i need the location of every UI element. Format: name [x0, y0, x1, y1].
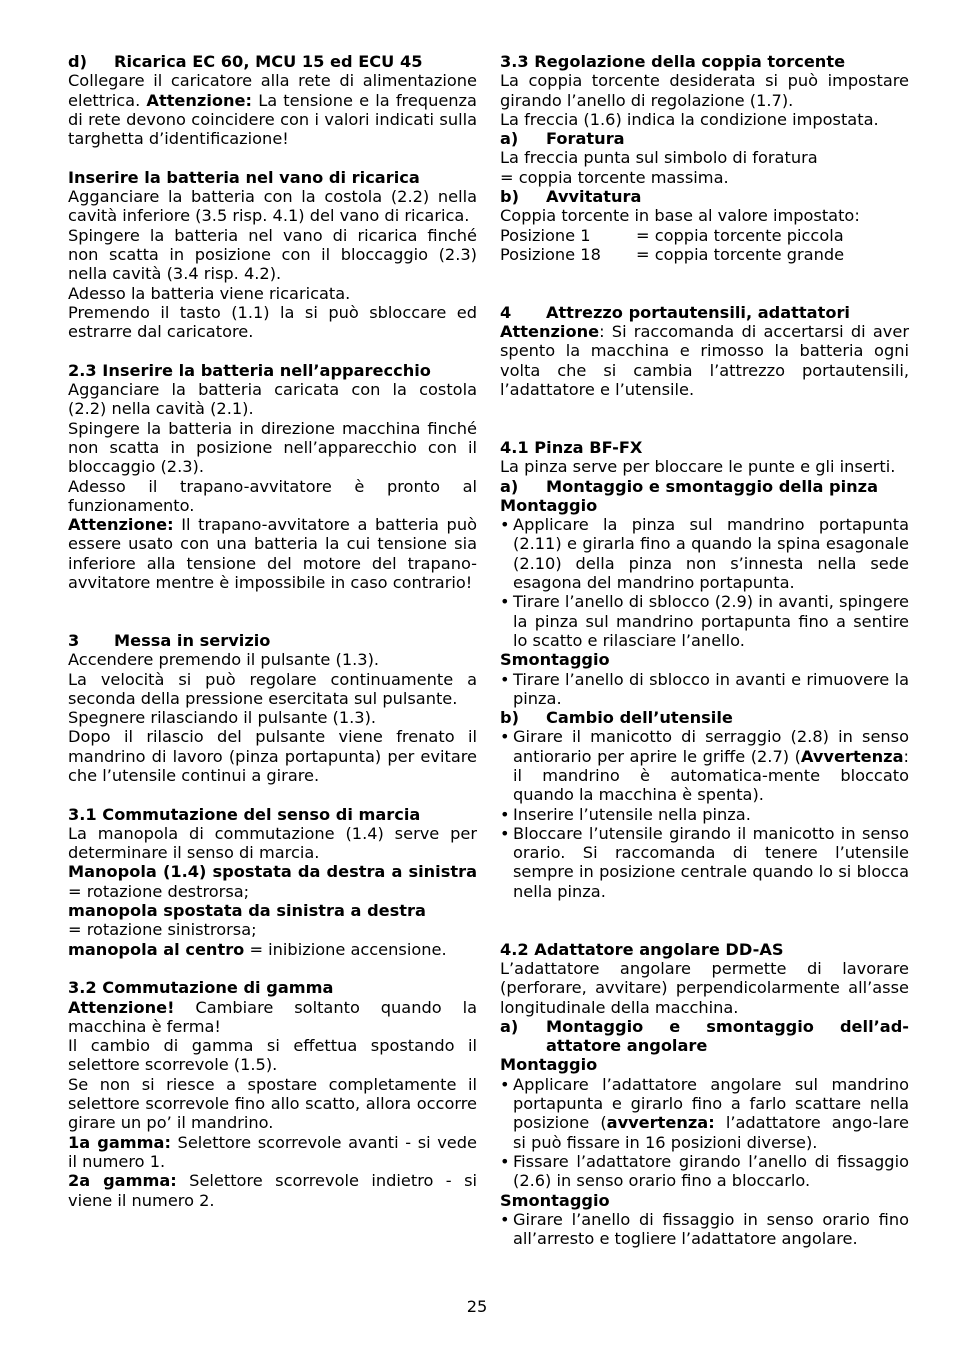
paragraph: Dopo il rilascio del pulsante viene frenato il mandrino di lavoro (pinza portapunta) per evitare che l’utensile continui a girare.	[68, 727, 477, 785]
paragraph: La freccia punta sul simbolo di foratura	[500, 148, 818, 168]
paragraph: L’adattatore angolare permette di lavorare (perforare, avvitare) perpendicolarmente all’asse longitudinale della macchina.	[500, 958, 909, 1017]
paragraph: Adesso la batteria viene ricaricata.	[68, 283, 351, 303]
paragraph: La manopola di commutazione (1.4) serve per determinare il senso di marcia.	[68, 823, 477, 863]
page-number: 25	[466, 1297, 488, 1316]
list-item: • Inserire l’utensile nella pinza.	[500, 804, 751, 824]
subheading-drilling: a) Foratura	[500, 129, 625, 149]
direction-center: manopola al centro = inibizione accensione.	[68, 939, 447, 959]
section-4-1-heading: 4.1 Pinza BF-FX	[500, 437, 643, 457]
mounting-label: Montaggio	[500, 1055, 598, 1075]
section-4-2-heading: 4.2 Adattatore angolare DD-AS	[500, 939, 784, 959]
paragraph: La velocità si può regolare continuamente a seconda della pressione esercitata sul pulsante.	[68, 669, 477, 708]
warning-paragraph: Attenzione: Si raccomanda di accertarsi di aver spento la macchina e rimosso la batteria ogni volta che si cambia l’attrezzo portautensili, l’adattatore e l’utensile.	[500, 322, 909, 400]
left-column	[68, 52, 477, 1210]
torque-position-1: Posizione 1 = coppia torcente piccola	[500, 225, 844, 245]
paragraph: La coppia torcente desiderata si può impostare girando l’anello di regolazione (1.7).	[500, 71, 909, 110]
section-3-1-heading: 3.1 Commutazione del senso di marcia	[68, 804, 421, 824]
paragraph: = coppia torcente massima.	[500, 167, 729, 187]
list-item: • Applicare la pinza sul mandrino portapunta (2.11) e girarla fino a quando la spina esagonale (2.10) della pinza non s’innesta nella sede esagona del mandrino portapunta.	[500, 515, 909, 593]
dismounting-label: Smontaggio	[500, 650, 610, 670]
paragraph: Spingere la batteria in direzione macchina finché non scatta in posizione nell’apparecchio con il bloccaggio (2.3).	[68, 418, 477, 477]
gear-2-paragraph: 2a gamma: Selettore scorrevole indietro - si viene il numero 2.	[68, 1171, 477, 1210]
paragraph: Spingere la batteria nel vano di ricarica finché non scatta in posizione con il bloccaggio (2.3) nella cavità (3.4 risp. 4.2).	[68, 225, 477, 284]
paragraph: Accendere premendo il pulsante (1.3).	[68, 650, 380, 670]
warning-paragraph: Attenzione! Cambiare soltanto quando la macchina è ferma!	[68, 997, 477, 1036]
section-4-heading: 4 Attrezzo portautensili, adattatori	[500, 302, 850, 322]
torque-position-18: Posizione 18 = coppia torcente grande	[500, 244, 845, 264]
subheading-adapter-mounting: a) Montaggio e smontaggio dell’ad-attatore angolare	[500, 1016, 909, 1056]
paragraph: Premendo il tasto (1.1) la si può sbloccare ed estrarre dal caricatore.	[68, 302, 477, 342]
direction-right: Manopola (1.4) spostata da destra a sinistra = rotazione destrorsa;	[68, 862, 477, 901]
list-item: • Bloccare l’utensile girando il manicotto in senso orario. Si raccomanda di tenere l’utensile sempre in posizione centrale quando lo si blocca nella pinza.	[500, 823, 909, 901]
paragraph: Agganciare la batteria con la costola (2.2) nella cavità inferiore (3.5 risp. 4.1) del vano di ricarica.	[68, 187, 477, 226]
section-3-2-heading: 3.2 Commutazione di gamma	[68, 978, 334, 998]
paragraph: La pinza serve per bloccare le punte e gli inserti.	[500, 457, 896, 477]
list-item: • Tirare l’anello di sblocco (2.9) in avanti, spingere la pinza sul mandrino portapunta fino a sentire lo scatto e rilasciare l’anello.	[500, 592, 909, 650]
paragraph: Se non si riesce a spostare completamente il selettore scorrevole fino allo scatto, allora occorre girare un po’ il mandrino.	[68, 1074, 477, 1133]
list-item: • Fissare l’adattatore girando l’anello di fissaggio (2.6) in senso orario fino a bloccarlo.	[500, 1151, 909, 1191]
section-3-heading: 3 Messa in servizio	[68, 630, 271, 650]
dismounting-label: Smontaggio	[500, 1190, 610, 1210]
subheading-screwing: b) Avvitatura	[500, 187, 642, 207]
section-3-3-heading: 3.3 Regolazione della coppia torcente	[500, 52, 846, 71]
list-item: • Girare il manicotto di serraggio (2.8) in senso antiorario per aprire le griffe (2.7) (Avvertenza: il mandrino è automatica-mente bloccato quando la macchina è spenta).	[500, 727, 909, 805]
paragraph: La freccia (1.6) indica la condizione impostata.	[500, 109, 879, 129]
insert-battery-heading: Inserire la batteria nel vano di ricarica	[68, 167, 420, 187]
subheading-tool-change: b) Cambio dell’utensile	[500, 708, 733, 728]
paragraph: Coppia torcente in base al valore impostato:	[500, 206, 860, 226]
paragraph: Adesso il trapano-avvitatore è pronto al funzionamento.	[68, 476, 477, 515]
mounting-label: Montaggio	[500, 495, 598, 515]
direction-left: manopola spostata da sinistra a destra	[68, 901, 426, 921]
subheading-chuck-mounting: a) Montaggio e smontaggio della pinza	[500, 476, 879, 496]
paragraph: Agganciare la batteria caricata con la costola (2.2) nella cavità (2.1).	[68, 380, 477, 419]
section-d-heading: d) Ricarica EC 60, MCU 15 ed ECU 45	[68, 52, 423, 71]
direction-left-value: = rotazione sinistrorsa;	[68, 920, 257, 940]
gear-1-paragraph: 1a gamma: Selettore scorrevole avanti - si vede il numero 1.	[68, 1132, 478, 1171]
section-d-text: Collegare il caricatore alla rete di alimentazione elettrica. Attenzione: La tensione e la frequenza di rete devono coincidere con i valori indicati sulla targhetta d’identificazione!	[68, 71, 477, 149]
paragraph: Spegnere rilasciando il pulsante (1.3).	[68, 708, 377, 728]
section-2-3-heading: 2.3 Inserire la batteria nell’apparecchio	[68, 360, 431, 380]
list-item: • Girare l’anello di fissaggio in senso orario fino all’arresto e togliere l’adattatore angolare.	[500, 1209, 909, 1249]
right-column	[500, 52, 909, 1248]
paragraph: Il cambio di gamma si effettua spostando il selettore scorrevole (1.5).	[68, 1036, 477, 1075]
warning-paragraph: Attenzione: Il trapano-avvitatore a batteria può essere usato con una batteria la cui tensione sia inferiore alla tensione del motore del trapano-avvitatore mentre è impossibile in caso contrario!	[68, 515, 477, 593]
list-item: • Tirare l’anello di sblocco in avanti e rimuovere la pinza.	[500, 669, 909, 708]
list-item: • Applicare l’adattatore angolare sul mandrino portapunta e girarlo fino a farlo scattare nella posizione (avvertenza: l’adattatore ango-lare si può fissare in 16 posizioni diverse).	[500, 1074, 909, 1152]
